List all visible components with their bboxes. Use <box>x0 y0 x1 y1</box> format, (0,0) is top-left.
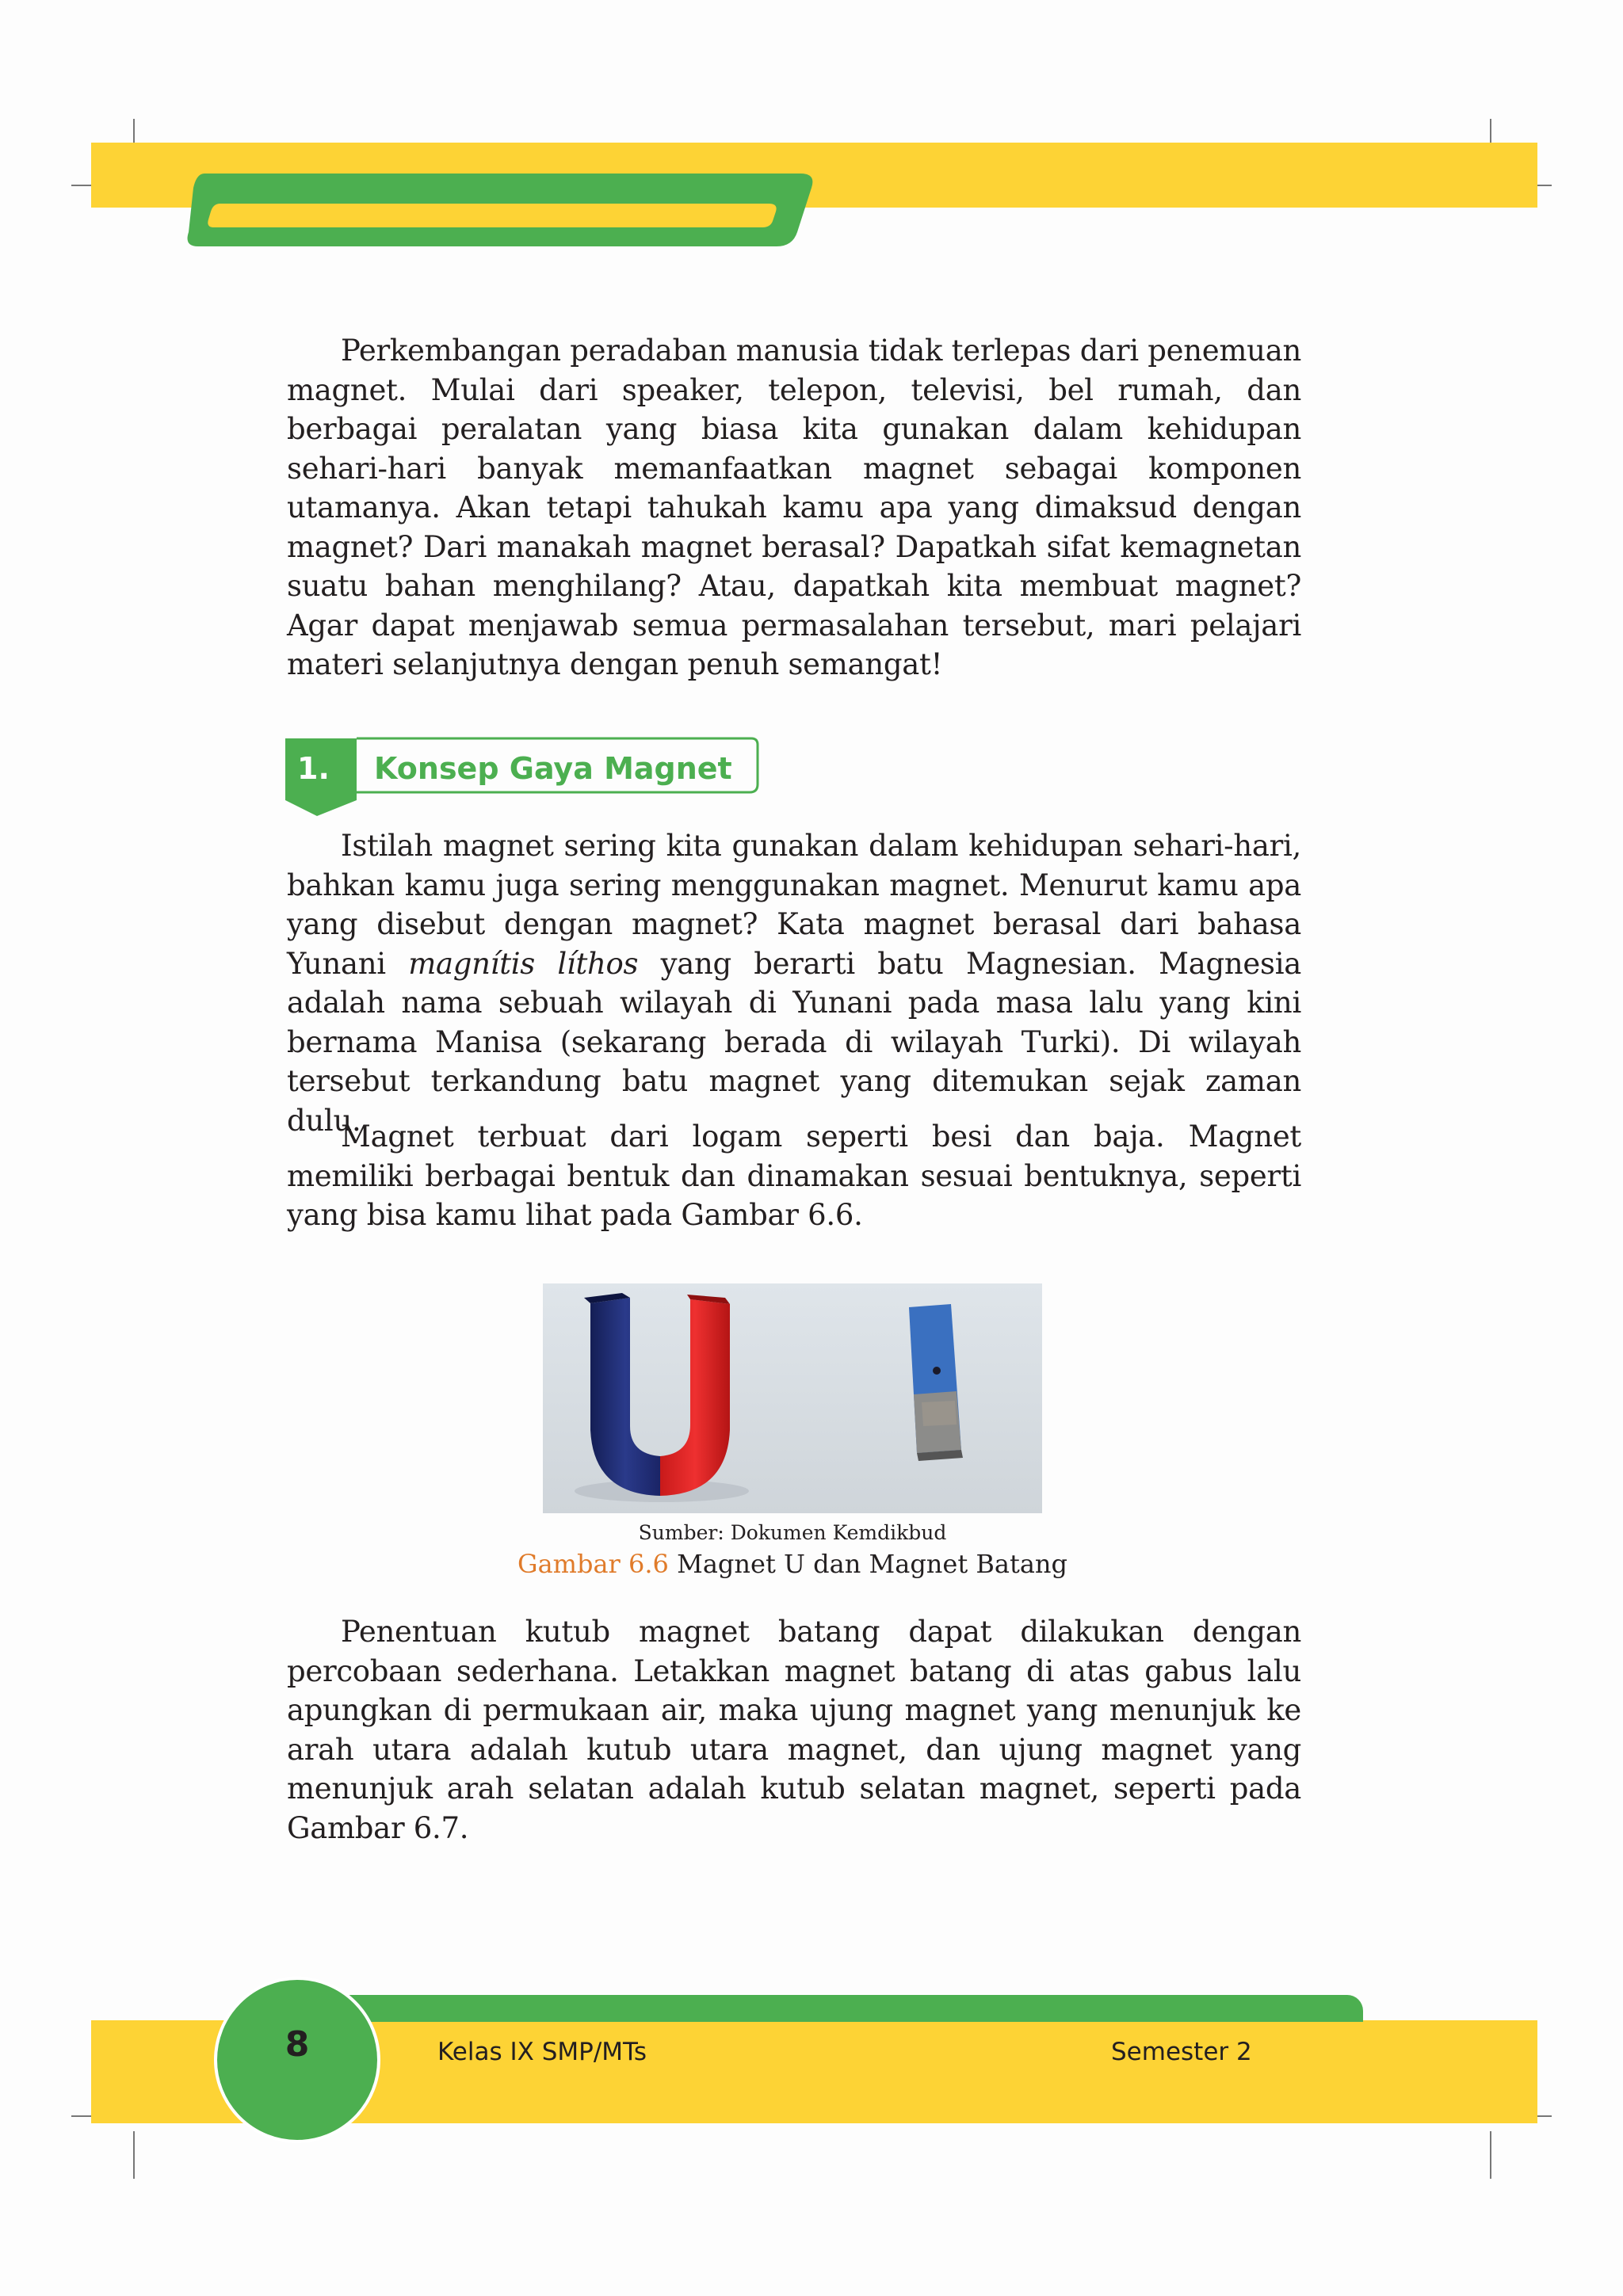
paragraph-text: yang berarti batu Magnesian. Magnesia adalah nama sebuah wilayah di Yunani pada masa lalu yang kini bernama Manisa (sekarang berada di wilayah Turki). Di wilayah tersebut terkandung batu magnet yang ditemukan sejak zaman dulu. <box>287 946 1301 1138</box>
crop-mark <box>133 2131 135 2179</box>
footer-green-bar <box>333 1995 1363 2022</box>
paragraph-text: Istilah magnet sering kita gunakan dalam kehidupan sehari-hari, bahkan kamu juga sering menggunakan magnet. Menurut kamu apa yang disebut dengan magnet? Kata magnet berasal dari bahasa Yunani <box>287 829 1301 981</box>
figure-label: Gambar 6.6 <box>517 1549 669 1579</box>
footer-semester: Semester 2 <box>1111 2038 1252 2066</box>
crop-mark <box>1490 2131 1491 2179</box>
figure-source: Sumber: Dokumen Kemdikbud <box>638 1521 947 1544</box>
paragraph-pole-experiment: Penentuan kutub magnet batang dapat dilakukan dengan percobaan sederhana. Letakkan magnet batang di atas gabus lalu apungkan di permukaan air, maka ujung magnet yang menunjuk ke arah utara adalah kutub utara magnet, dan ujung magnet yang menunjuk arah selatan adalah kutub selatan magnet, seperti pada Gambar 6.7. <box>287 1615 1301 1845</box>
section-number: 1. <box>297 751 330 786</box>
figure-magnets-image <box>543 1283 1042 1513</box>
header-tab <box>182 170 816 250</box>
intro-paragraph: Perkembangan peradaban manusia tidak terlepas dari penemuan magnet. Mulai dari speaker, telepon, televisi, bel rumah, dan berbagai peralatan yang biasa kita gunakan dalam kehidupan sehari-hari banyak memanfaatkan magnet sebagai komponen utamanya. Akan tetapi tahukah kamu apa yang dimaksud dengan magnet? Dari manakah magnet berasal? Dapatkah sifat kemagnetan suatu bahan menghilang? Atau, dapatkah kita membuat magnet? Agar dapat menjawab semua permasalahan tersebut, mari pelajari materi selanjutnya dengan penuh semangat! <box>287 334 1301 681</box>
figure-caption <box>464 1549 1121 1579</box>
page-number: 8 <box>285 2024 310 2065</box>
footer-book-title: Kelas IX SMP/MTs <box>437 2038 647 2066</box>
paragraph-magnet-shapes: Magnet terbuat dari logam seperti besi dan baja. Magnet memiliki berbagai bentuk dan dinamakan sesuai bentuknya, seperti yang bisa kamu lihat pada Gambar 6.6. <box>287 1119 1301 1232</box>
section-title: Konsep Gaya Magnet <box>374 751 732 786</box>
paragraph-magnet-origin <box>287 826 1301 1140</box>
figure-title: Magnet U dan Magnet Batang <box>668 1549 1067 1579</box>
italic-term: magnítis líthos <box>408 946 639 981</box>
